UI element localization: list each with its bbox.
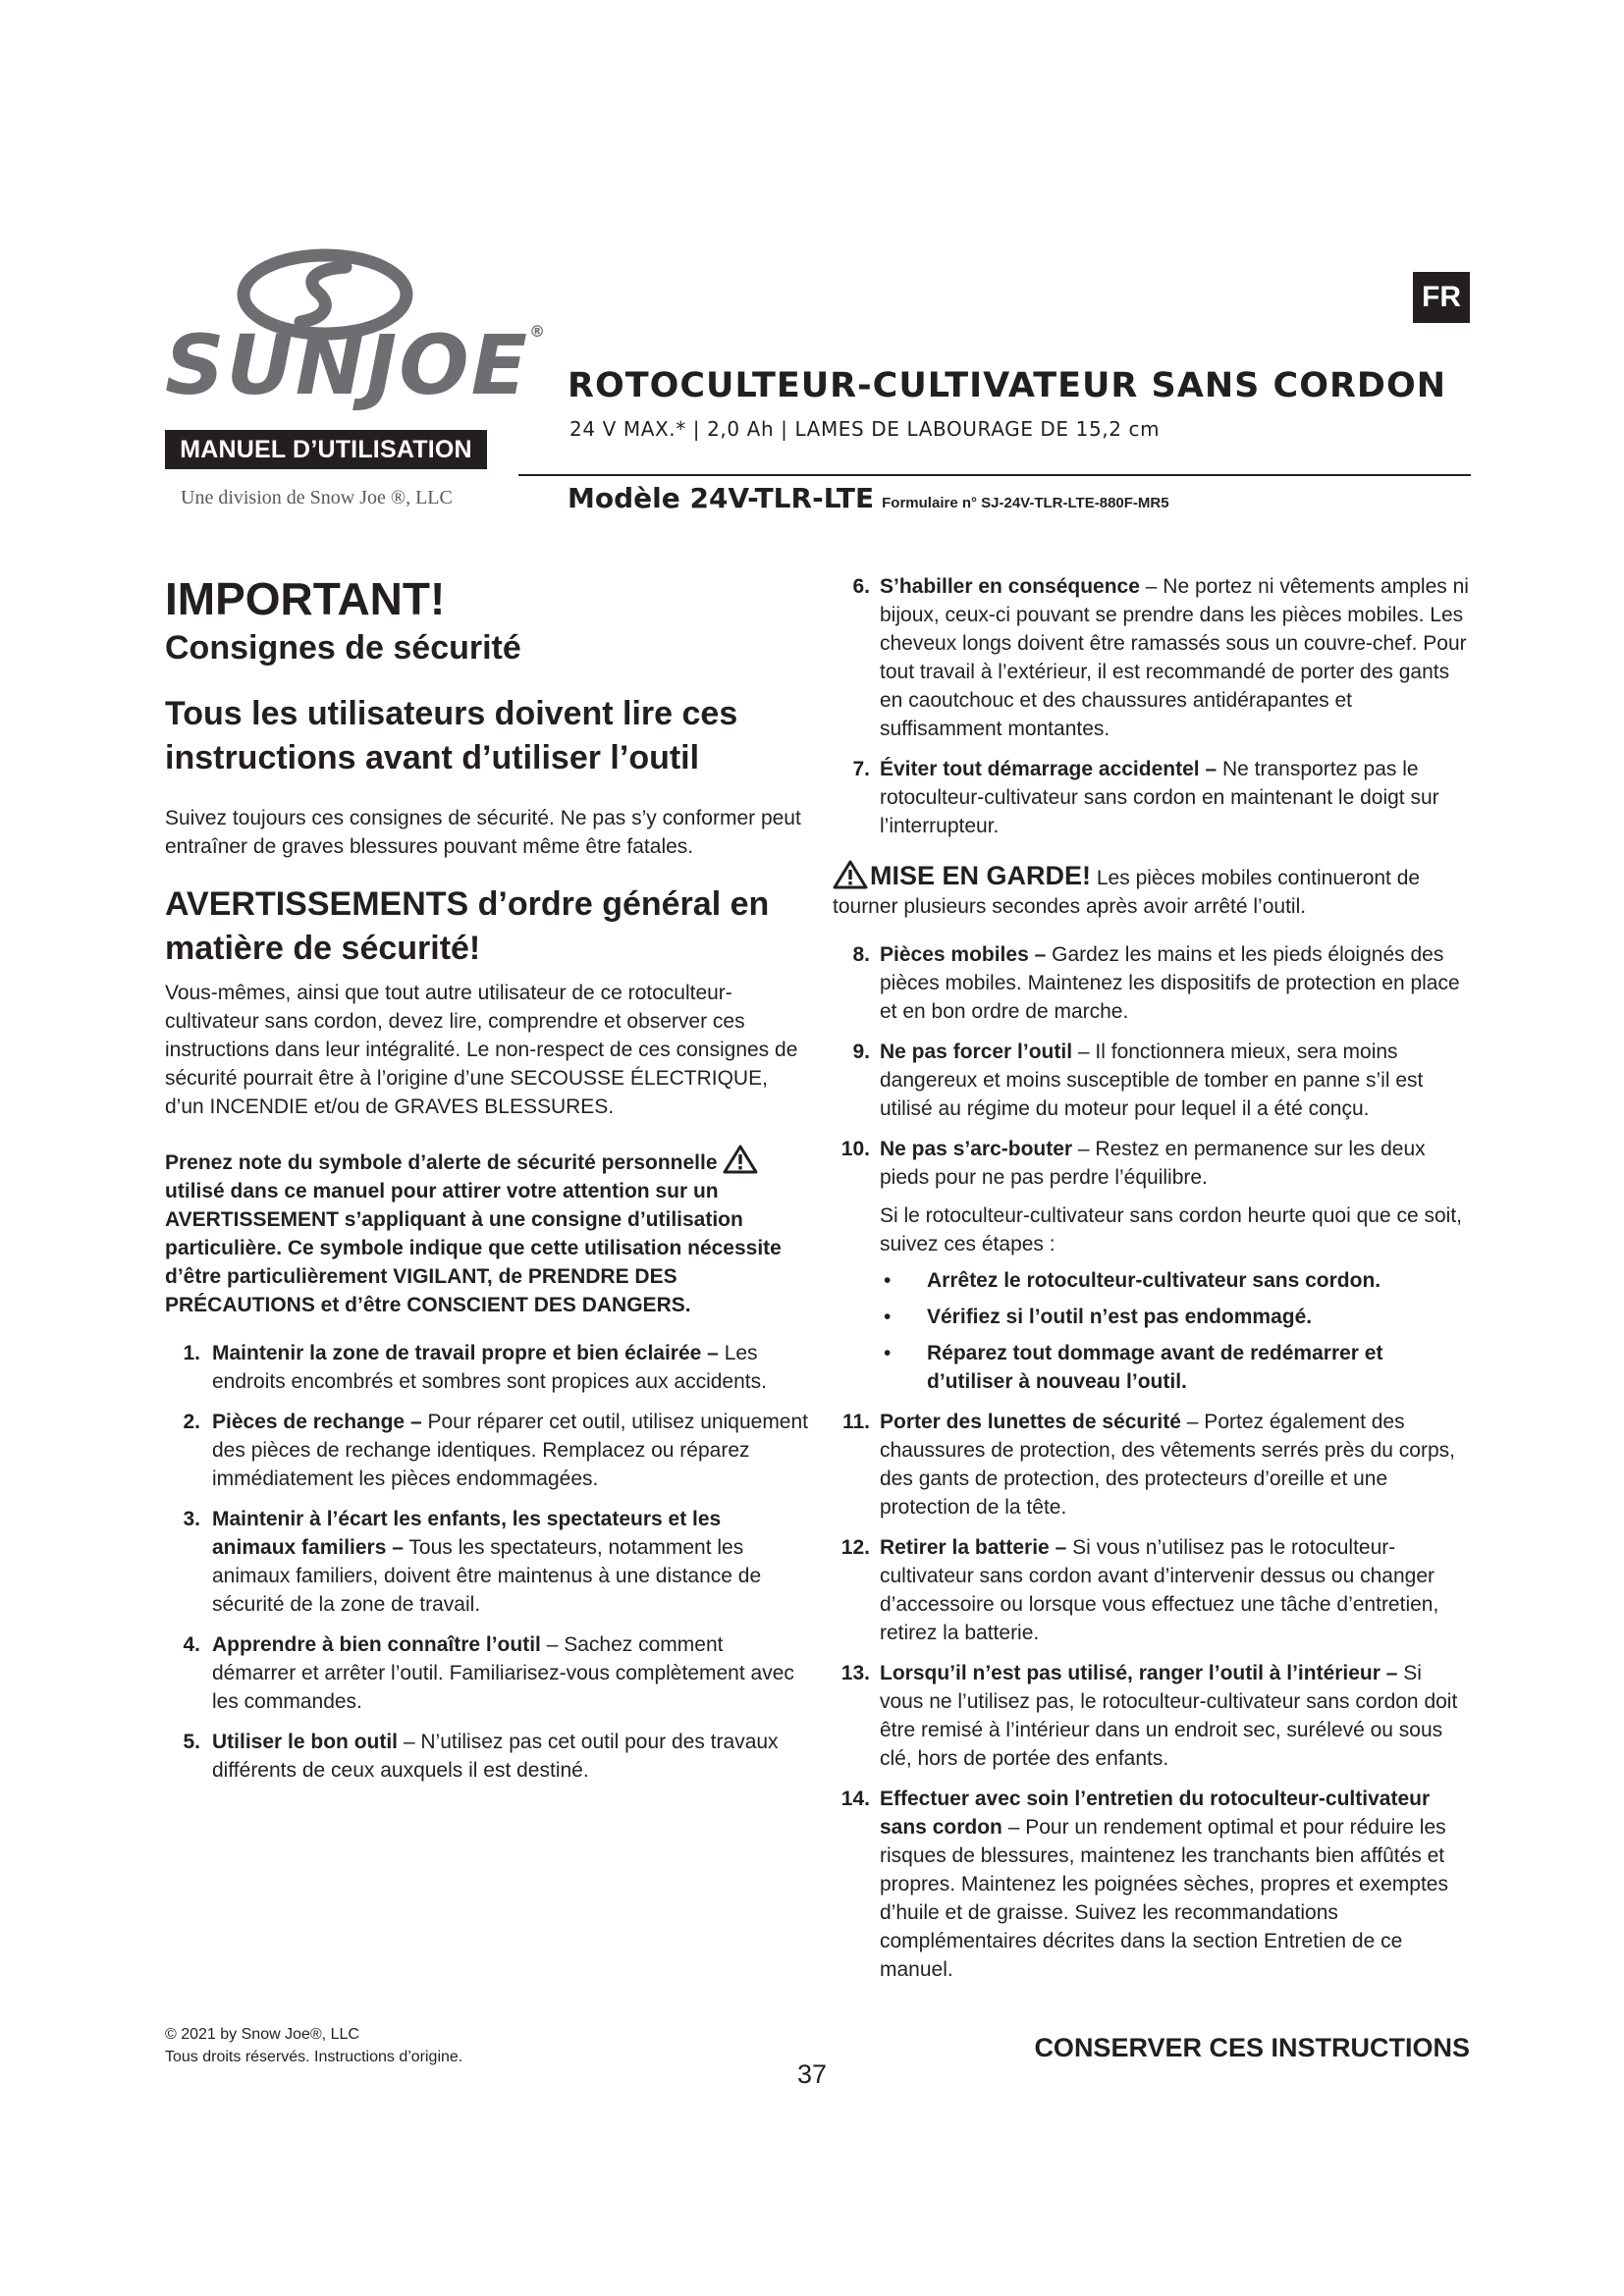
read-instructions-heading: Tous les utilisateurs doivent lire ces instructions avant d’utiliser l’outil: [165, 695, 738, 776]
step-item: • Réparez tout dommage avant de redémarrer et d’utiliser à nouveau l’outil.: [884, 1342, 1383, 1393]
steps-list: [880, 1266, 1471, 1396]
rule-item: 3. Maintenir à l’écart les enfants, les spectateurs et les animaux familiers – Tous les spectateurs, notamment les animaux familiers, doivent être maintenus à une distance de sécurité de la zone de travail.: [183, 1508, 762, 1616]
division-text: Une division de Snow Joe ®, LLC: [181, 487, 453, 508]
alert-note-end: utilisé dans ce manuel pour attirer votre attention sur un AVERTISSEMENT s’appliquant à une consigne d’utilisation particulière. Ce symbole indique que cette utilisation nécessite d’être particulièrement VIGILANT, de PRENDRE DES PRÉCAUTIONS et d’être CONSCIENT DES DANGERS.: [165, 1180, 782, 1316]
keep-instructions: CONSERVER CES INSTRUCTIONS: [1034, 2033, 1470, 2062]
caution-title: MISE EN GARDE!: [870, 861, 1092, 890]
caution-text: Les pièces mobiles continueront de tourner plusieurs secondes après avoir arrêté l’outil.: [833, 867, 1421, 918]
general-warnings-text: Vous-mêmes, ainsi que tout autre utilisateur de ce rotoculteur-cultivateur sans cordon, devez lire, comprendre et observer ces instructions dans leur intégralité. Le non-respect de ces consignes de sécurité pourrait être à l’origine d’une SECOUSSE ÉLECTRIQUE, d’un INCENDIE et/ou de GRAVES BLESSURES.: [165, 982, 798, 1118]
left-column: [165, 572, 809, 1796]
rule-item: 11. Porter des lunettes de sécurité – Portez également des chaussures de protection, des vêtements serrés près du corps, des gants de protection, des protecteurs d’oreille et une protection de la tête.: [841, 1411, 1455, 1519]
rule-item: 10. Ne pas s’arc-bouter – Restez en permanence sur les deux pieds pour ne pas perdre l’équilibre. Si le rotoculteur-cultivateur sans cordon heurte quoi que ce soit, suivez ces étapes : • Arrêtez le rotoculteur-cultivateur sans cordon. • Vérifiez si l’outil n’est pas endommagé. • Réparez tout dommage avant de redémarrer et d’utiliser à nouveau l’outil.: [833, 1135, 1471, 1396]
rule-item: 2. Pièces de rechange – Pour réparer cet outil, utilisez uniquement des pièces de rechange identiques. Remplacez ou réparez immédiatement les pièces endommagées.: [183, 1411, 809, 1490]
safety-intro: Suivez toujours ces consignes de sécurité. Ne pas s’y conformer peut entraîner de graves blessures pouvant même être fatales.: [165, 807, 801, 858]
warning-triangle-icon: [833, 860, 868, 889]
rights-line: Tous droits réservés. Instructions d’origine.: [165, 2049, 463, 2065]
rules-list-left: [165, 1339, 809, 1785]
header-divider: [518, 474, 1471, 476]
rules-list-right-b: [833, 940, 1471, 1984]
language-badge: FR: [1413, 272, 1470, 323]
model-number: Modèle 24V-TLR-LTE: [568, 482, 875, 514]
right-column: [833, 572, 1471, 1996]
safety-subheading: Consignes de sécurité: [165, 629, 521, 667]
rule-item: 8. Pièces mobiles – Gardez les mains et les pieds éloignés des pièces mobiles. Maintenez les dispositifs de protection en place et en bon ordre de marche.: [852, 943, 1460, 1023]
rule-item: 13. Lorsqu’il n’est pas utilisé, ranger l’outil à l’intérieur – Si vous ne l’utilisez pas, le rotoculteur-cultivateur sans cordon doit être remisé à l’intérieur dans un endroit sec, surélevé ou sous clé, hors de portée des enfants.: [840, 1662, 1458, 1770]
alert-note-start: Prenez note du symbole d’alerte de sécurité personnelle: [165, 1151, 718, 1174]
caution-note: [833, 860, 1471, 921]
rule-item: 12. Retirer la batterie – Si vous n’utilisez pas le rotoculteur-cultivateur sans cordon avant d’intervenir dessus ou changer d’accessoire ou lorsque vous effectuez une tâche d’entretien, retirez la batterie.: [840, 1536, 1439, 1644]
rule-item: 6. S’habiller en conséquence – Ne portez ni vêtements amples ni bijoux, ceux-ci pouvant se prendre dans les pièces mobiles. Les cheveux longs doivent être ramassés sous un couvre-chef. Pour tout travail à l’extérieur, il est recommandé de porter des gants en caoutchouc et des chaussures antidérapantes et suffisamment montantes.: [852, 575, 1469, 740]
model-line: [568, 482, 1169, 514]
rule-item: 4. Apprendre à bien connaître l’outil – Sachez comment démarrer et arrêter l’outil. Familiarisez-vous complètement avec les commandes.: [183, 1633, 794, 1713]
rule-item: 7. Éviter tout démarrage accidentel – Ne transportez pas le rotoculteur-cultivateur sans cordon en maintenant le doigt sur l’interrupteur.: [852, 758, 1439, 837]
page-number: 37: [796, 2059, 828, 2089]
product-specs: 24 V MAX.* | 2,0 Ah | LAMES DE LABOURAGE DE 15,2 cm: [569, 417, 1161, 441]
rule-item: 9. Ne pas forcer l’outil – Il fonctionnera mieux, sera moins dangereux et moins susceptible de tomber en panne s’il est utilisé au régime du moteur pour lequel il a été conçu.: [852, 1041, 1424, 1120]
step-item: • Arrêtez le rotoculteur-cultivateur sans cordon.: [884, 1269, 1381, 1292]
brand-wordmark: SUNJOE®: [165, 317, 548, 413]
step-item: • Vérifiez si l’outil n’est pas endommagé.: [884, 1306, 1313, 1328]
product-title: ROTOCULTEUR-CULTIVATEUR SANS CORDON: [568, 366, 1447, 405]
warning-triangle-icon: [723, 1145, 758, 1174]
copyright-line: © 2021 by Snow Joe®, LLC: [165, 2026, 359, 2043]
rule-item: 1. Maintenir la zone de travail propre et bien éclairée – Les endroits encombrés et sombres sont propices aux accidents.: [183, 1342, 767, 1393]
rule-item: 5. Utiliser le bon outil – N’utilisez pas cet outil pour des travaux différents de ceux auxquels il est destiné.: [183, 1731, 779, 1782]
general-warnings-heading: AVERTISSEMENTS d’ordre général en matière de sécurité!: [165, 885, 770, 967]
safety-alert-note: [165, 1145, 809, 1319]
important-heading: IMPORTANT!: [165, 573, 446, 624]
rule-item: 14. Effectuer avec soin l’entretien du rotoculteur-cultivateur sans cordon – Pour un rendement optimal et pour réduire les risques de blessures, maintenez les tranchants bien affûtés et propres. Maintenez les poignées sèches, propres et exemptes d’huile et de graisse. Suivez les recommandations complémentaires décrites dans la section Entretien de ce manuel.: [840, 1788, 1448, 1981]
manual-label: MANUEL D’UTILISATION: [165, 430, 487, 469]
rules-list-right-a: [833, 572, 1471, 840]
rule10-extra: Si le rotoculteur-cultivateur sans cordon heurte quoi que ce soit, suivez ces étapes :: [880, 1204, 1462, 1255]
form-number: Formulaire n° SJ-24V-TLR-LTE-880F-MR5: [882, 495, 1169, 511]
